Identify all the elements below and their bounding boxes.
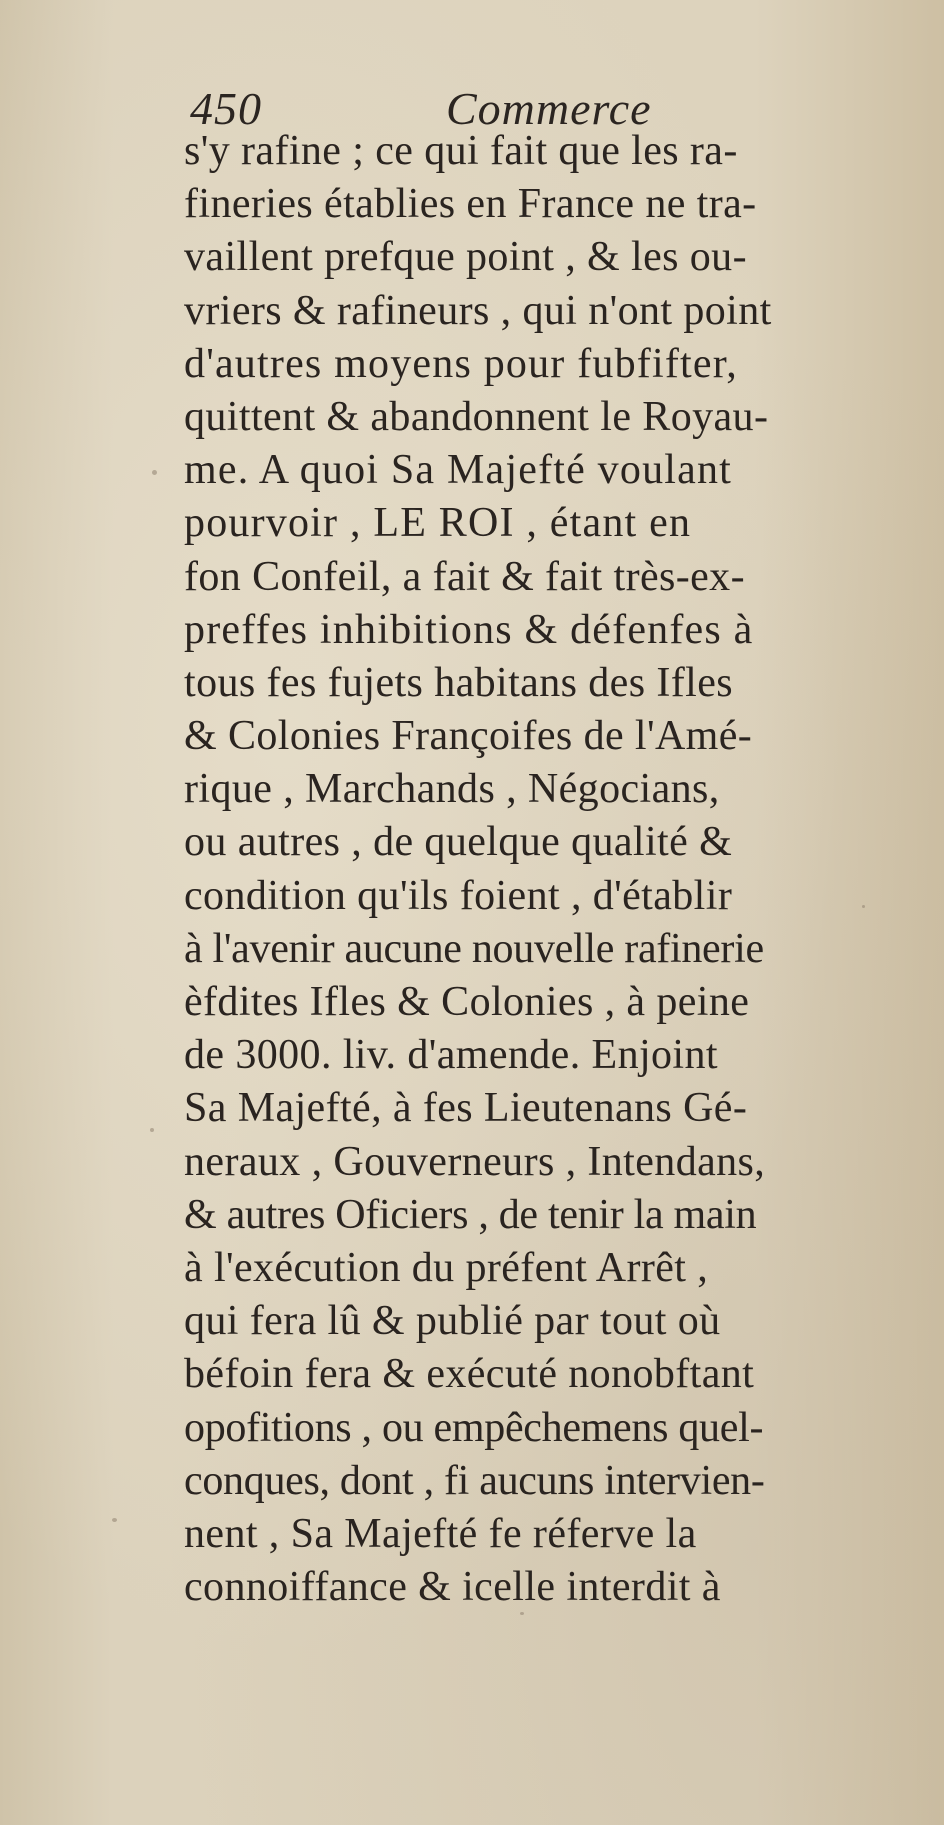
text-line: béfoin fera & exécuté nonobftant	[184, 1351, 755, 1398]
text-line: quittent & abandonnent le Royau-	[184, 393, 769, 440]
paper-speck	[152, 470, 157, 475]
text-line: s'y rafine ; ce qui fait que les ra-	[184, 128, 738, 174]
text-line: me. A quoi Sa Majefté voulant	[184, 447, 733, 494]
text-line: preffes inhibitions & défenfes à	[184, 606, 754, 653]
text-line: rique , Marchands , Négocians,	[184, 766, 720, 813]
paper-speck	[150, 1128, 154, 1132]
running-head: Commerce	[446, 83, 652, 134]
text-line: & Colonies Françoifes de l'Amé-	[184, 713, 753, 760]
text-line: vaillent prefque point , & les ou-	[184, 234, 747, 281]
text-line: fineries établies en France ne tra-	[184, 181, 757, 228]
text-line: condition qu'ils foient , d'établir	[184, 872, 733, 919]
paper-speck	[112, 1518, 117, 1522]
text-line: Sa Majefté, à fes Lieutenans Gé-	[184, 1085, 748, 1132]
text-line: & autres Oficiers , de tenir la main	[184, 1191, 757, 1238]
page-number: 450	[190, 83, 262, 134]
text-line: tous fes fujets habitans des Ifles	[184, 659, 733, 706]
text-line: neraux , Gouverneurs , Intendans,	[184, 1138, 766, 1185]
text-line: èfdites Ifles & Colonies , à peine	[184, 979, 750, 1025]
text-line: fon Confeil, a fait & fait très-ex-	[184, 553, 745, 600]
text-line: vriers & rafineurs , qui n'ont point	[184, 287, 772, 334]
text-line: pourvoir , LE ROI , étant en	[184, 500, 692, 547]
text-line: conques, dont , fi aucuns intervien-	[184, 1457, 765, 1504]
text-line: connoiffance & icelle interdit à	[184, 1564, 721, 1611]
text-line: qui fera lû & publié par tout où	[184, 1298, 721, 1345]
text-line: opofitions , ou empêchemens quel-	[184, 1404, 764, 1451]
text-line: nent , Sa Majefté fe réferve la	[184, 1510, 697, 1557]
text-line: de 3000. liv. d'amende. Enjoint	[184, 1032, 718, 1079]
text-line: d'autres moyens pour fubfifter,	[184, 340, 738, 387]
body-text	[184, 125, 914, 1614]
text-line: ou autres , de quelque qualité &	[184, 819, 733, 866]
text-line: à l'exécution du préfent Arrêt ,	[184, 1244, 709, 1291]
text-line: à l'avenir aucune nouvelle rafinerie	[184, 925, 764, 972]
